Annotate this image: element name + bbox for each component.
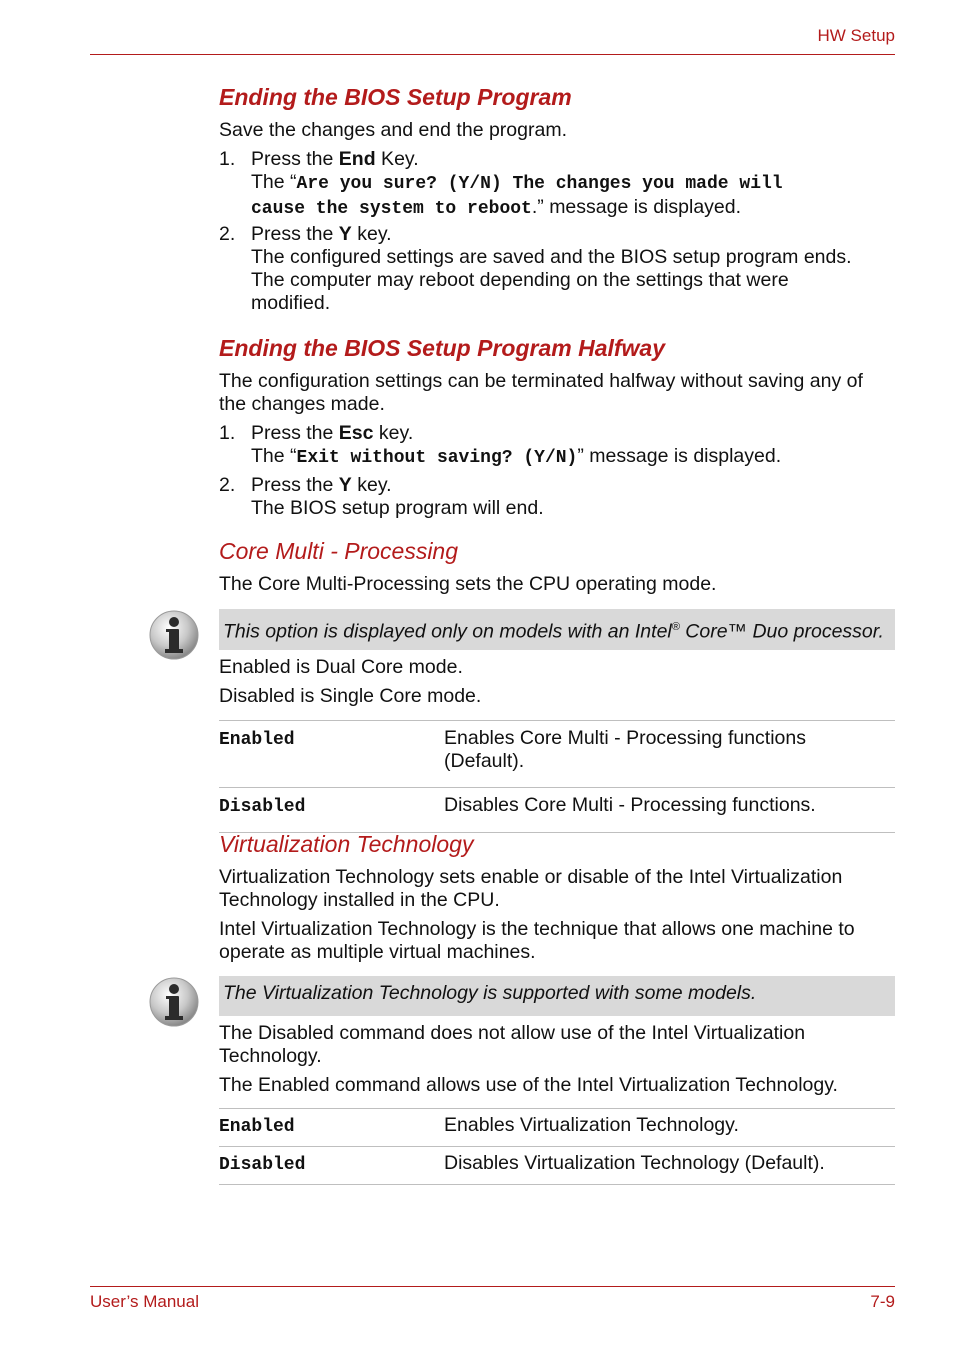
footer-manual-title: User’s Manual bbox=[90, 1292, 199, 1311]
option-description: (Default). bbox=[444, 750, 525, 772]
body-text: The Disabled command does not allow use of the Intel Virtualization bbox=[219, 1022, 806, 1044]
running-header: HW Setup bbox=[817, 26, 895, 45]
step-detail: The computer may reboot depending on the settings that were bbox=[251, 269, 789, 291]
note-text: Core™ Duo processor. bbox=[679, 620, 884, 643]
table-row bbox=[219, 1109, 895, 1147]
step-text: Key. bbox=[375, 148, 419, 170]
step-item bbox=[219, 422, 895, 470]
section-heading: Ending the BIOS Setup Program bbox=[219, 84, 572, 110]
option-table bbox=[219, 720, 895, 833]
table-row bbox=[219, 1147, 895, 1185]
step-detail: The configured settings are saved and the BIOS setup program ends. bbox=[251, 246, 852, 268]
message-text: .” message is displayed. bbox=[531, 196, 742, 218]
option-description: Enables Virtualization Technology. bbox=[444, 1114, 739, 1136]
step-item bbox=[219, 223, 895, 315]
option-key: Disabled bbox=[219, 797, 306, 817]
info-icon bbox=[148, 609, 200, 661]
option-description: Disables Core Multi - Processing functions. bbox=[444, 794, 816, 816]
key-name: Y bbox=[338, 474, 352, 496]
step-text: Press the bbox=[251, 148, 339, 170]
section-ending-bios bbox=[219, 83, 895, 111]
body-text: Technology. bbox=[219, 1045, 322, 1067]
key-name: End bbox=[338, 148, 376, 170]
section-heading: Ending the BIOS Setup Program Halfway bbox=[219, 335, 666, 361]
body-text: Intel Virtualization Technology is the technique that allows one machine to bbox=[219, 918, 855, 940]
step-text: Press the bbox=[251, 422, 339, 444]
message-text: The “ bbox=[251, 171, 297, 193]
footer-rule bbox=[90, 1286, 895, 1287]
option-key: Enabled bbox=[219, 730, 295, 750]
table-row bbox=[219, 721, 895, 788]
message-text: The “ bbox=[251, 445, 297, 467]
step-number: 2. bbox=[219, 223, 236, 245]
option-description: Disables Virtualization Technology (Default). bbox=[444, 1152, 825, 1174]
body-text: Technology installed in the CPU. bbox=[219, 889, 500, 911]
table-row bbox=[219, 788, 895, 833]
note-box bbox=[219, 976, 895, 1016]
section-intro: The configuration settings can be terminated halfway without saving any of bbox=[219, 370, 863, 392]
body-text: The Enabled command allows use of the Intel Virtualization Technology. bbox=[219, 1074, 838, 1096]
step-item bbox=[219, 474, 895, 520]
subsection-heading: Virtualization Technology bbox=[219, 831, 474, 857]
key-name: Esc bbox=[338, 422, 374, 444]
message-text: ” message is displayed. bbox=[577, 445, 782, 467]
page-number: 7-9 bbox=[870, 1292, 895, 1311]
section-intro: the changes made. bbox=[219, 393, 385, 415]
step-number: 1. bbox=[219, 422, 236, 444]
section-intro: Save the changes and end the program. bbox=[219, 119, 567, 141]
subsection-heading: Core Multi - Processing bbox=[219, 538, 459, 564]
step-text: key. bbox=[373, 422, 414, 444]
option-key: Enabled bbox=[219, 1117, 295, 1137]
body-text: Enabled is Dual Core mode. bbox=[219, 656, 463, 678]
info-icon bbox=[148, 976, 200, 1028]
section-intro: The Core Multi-Processing sets the CPU operating mode. bbox=[219, 573, 717, 595]
body-text: Virtualization Technology sets enable or disable of the Intel Virtualization bbox=[219, 866, 843, 888]
system-message-code: Exit without saving? (Y/N) bbox=[296, 448, 578, 468]
step-text: key. bbox=[351, 223, 392, 245]
step-number: 1. bbox=[219, 148, 236, 170]
registered-mark: ® bbox=[671, 621, 680, 633]
system-message-code: Are you sure? (Y/N) The changes you made will bbox=[296, 174, 783, 194]
note-box bbox=[219, 609, 895, 650]
step-text: Press the bbox=[251, 223, 339, 245]
header-rule bbox=[90, 54, 895, 55]
step-text: Press the bbox=[251, 474, 339, 496]
note-text: This option is displayed only on models with an Intel bbox=[223, 620, 672, 643]
body-text: Disabled is Single Core mode. bbox=[219, 685, 482, 707]
step-detail: modified. bbox=[251, 292, 331, 314]
option-key: Disabled bbox=[219, 1155, 306, 1175]
step-detail: The BIOS setup program will end. bbox=[251, 497, 544, 519]
step-text: key. bbox=[351, 474, 392, 496]
system-message-code: cause the system to reboot bbox=[251, 199, 532, 219]
option-table bbox=[219, 1108, 895, 1185]
step-number: 2. bbox=[219, 474, 236, 496]
step-item bbox=[219, 148, 895, 221]
note-text: The Virtualization Technology is supported with some models. bbox=[223, 982, 757, 1004]
option-description: Enables Core Multi - Processing functions bbox=[444, 727, 806, 749]
key-name: Y bbox=[338, 223, 352, 245]
body-text: operate as multiple virtual machines. bbox=[219, 941, 536, 963]
